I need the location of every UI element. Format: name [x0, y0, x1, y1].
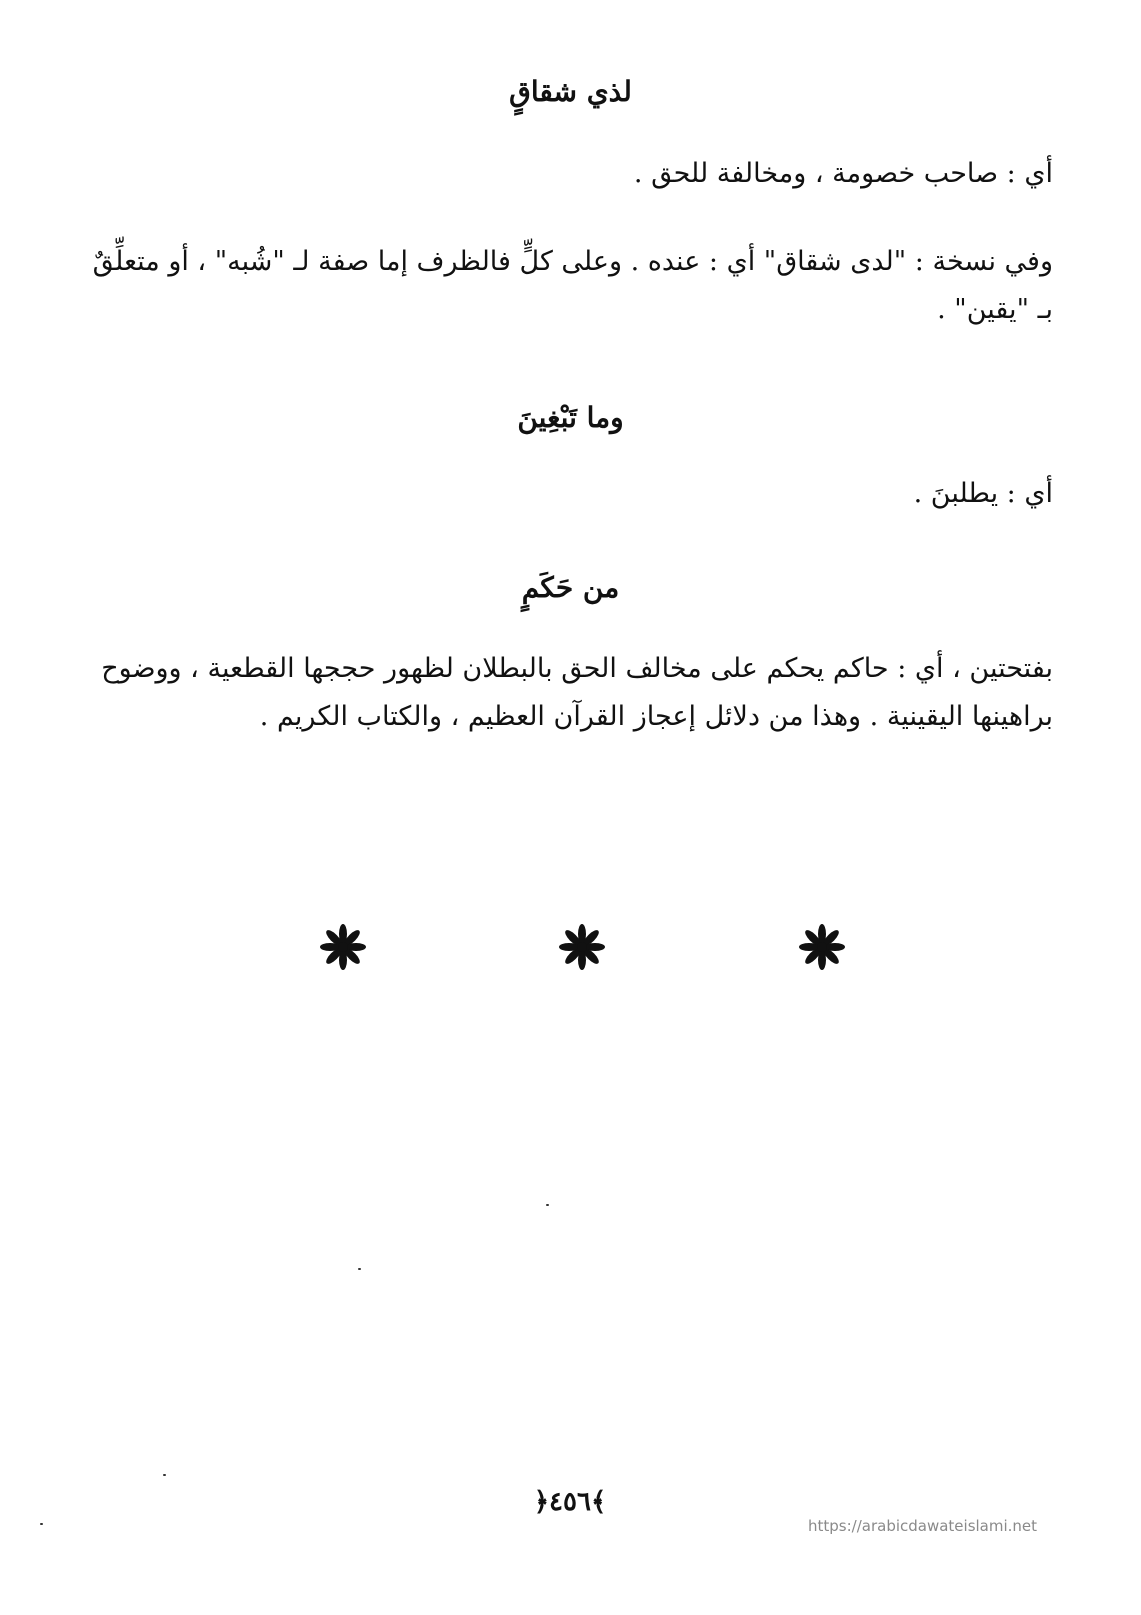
section-heading-2: وما تَبْغِينَ: [517, 401, 624, 434]
scan-speck: [40, 1523, 43, 1525]
paragraph-4: بفتحتين ، أي : حاكم يحكم على مخالف الحق بالبطلان لظهور حججها القطعية ، ووضوح براهينها اليقينية . وهذا من دلائل إعجاز القرآن العظيم ، والكتاب الكريم .: [101, 653, 1053, 732]
section-heading-1: لذي شقاقٍ: [509, 75, 632, 108]
asterisk-flower-icon: [318, 922, 368, 972]
scan-speck: [546, 1204, 549, 1206]
page-number: ﴿٤٥٦﴾: [533, 1487, 607, 1517]
scan-speck: [358, 1268, 361, 1270]
watermark-url: https://arabicdawateislami.net: [808, 1517, 1038, 1535]
section-heading-3: من حَكَمٍ: [521, 571, 620, 604]
asterisk-flower-icon: [797, 922, 847, 972]
scan-speck: [163, 1474, 166, 1476]
paragraph-3: أي : يطلبنَ .: [913, 478, 1053, 509]
section-divider-ornaments: [0, 922, 1141, 982]
paragraph-1: أي : صاحب خصومة ، ومخالفة للحق .: [633, 158, 1053, 189]
asterisk-flower-icon: [557, 922, 607, 972]
paragraph-2: وفي نسخة : "لدى شقاق" أي : عنده . وعلى كلٍّ فالظرف إما صفة لـ "شُبه" ، أو متعلِّقٌ بـ "يقين" .: [92, 246, 1053, 325]
